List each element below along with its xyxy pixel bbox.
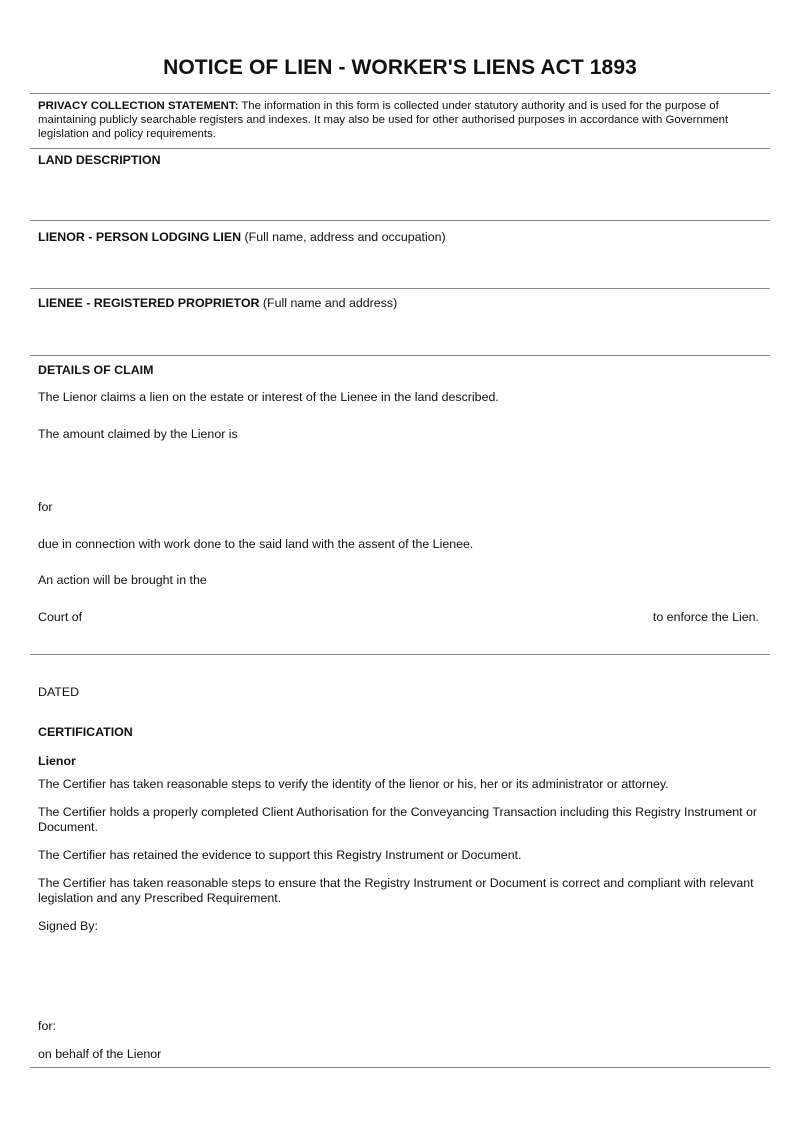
- dated-label: DATED: [38, 685, 80, 699]
- lienee-heading: LIENEE - REGISTERED PROPRIETOR: [38, 296, 260, 310]
- land-description-heading: LAND DESCRIPTION: [38, 153, 161, 167]
- lienor-section-heading: [38, 230, 446, 245]
- certification-statement: The Certifier holds a properly completed Client Authorisation for the Conveyancing Transaction including this Registry Instrument or Document.: [38, 805, 758, 834]
- amount-claimed-label: The amount claimed by the Lienor is: [38, 427, 238, 441]
- enforce-lien-label: to enforce the Lien.: [652, 610, 759, 624]
- details-of-claim-heading: DETAILS OF CLAIM: [38, 363, 154, 377]
- on-behalf-label: on behalf of the Lienor: [38, 1047, 162, 1061]
- divider: [30, 148, 770, 149]
- privacy-text: The information in this form is collected under statutory authority and is used for the purpose of maintaining publicly searchable registers and indexes. It may also be used for other authorised purposes in accordance with Government legislation and policy requirements.: [38, 100, 729, 140]
- court-of-label: Court of: [38, 610, 83, 624]
- certification-statement: The Certifier has retained the evidence to support this Registry Instrument or Document.: [38, 848, 522, 862]
- divider: [30, 288, 770, 289]
- work-done-line: due in connection with work done to the said land with the assent of the Lienee.: [38, 537, 474, 551]
- certification-heading: CERTIFICATION: [38, 725, 133, 739]
- certification-statement: The Certifier has taken reasonable steps to ensure that the Registry Instrument or Document is correct and compliant with relevant legislation and any Prescribed Requirement.: [38, 876, 754, 905]
- divider: [30, 355, 770, 356]
- form-title: NOTICE OF LIEN - WORKER'S LIENS ACT 1893: [163, 56, 637, 79]
- lienor-note: (Full name, address and occupation): [241, 230, 446, 244]
- lienee-note: (Full name and address): [259, 296, 398, 310]
- certification-statement: The Certifier has taken reasonable steps to verify the identity of the lienor or his, her or its administrator or attorney.: [38, 777, 669, 791]
- for-label: for: [38, 500, 53, 514]
- divider: [30, 93, 770, 94]
- action-line: An action will be brought in the: [38, 573, 207, 587]
- privacy-label: PRIVACY COLLECTION STATEMENT:: [38, 100, 239, 112]
- divider: [30, 220, 770, 221]
- privacy-statement: [38, 99, 763, 141]
- claim-line: The Lienor claims a lien on the estate or interest of the Lienee in the land described.: [38, 390, 499, 404]
- lienee-section-heading: [38, 296, 397, 311]
- lienor-heading: LIENOR - PERSON LODGING LIEN: [38, 230, 242, 244]
- signed-by-label: Signed By:: [38, 919, 98, 933]
- certification-subheading: Lienor: [38, 754, 76, 768]
- divider: [30, 1067, 770, 1068]
- divider: [30, 654, 770, 655]
- for-colon-label: for:: [38, 1019, 56, 1033]
